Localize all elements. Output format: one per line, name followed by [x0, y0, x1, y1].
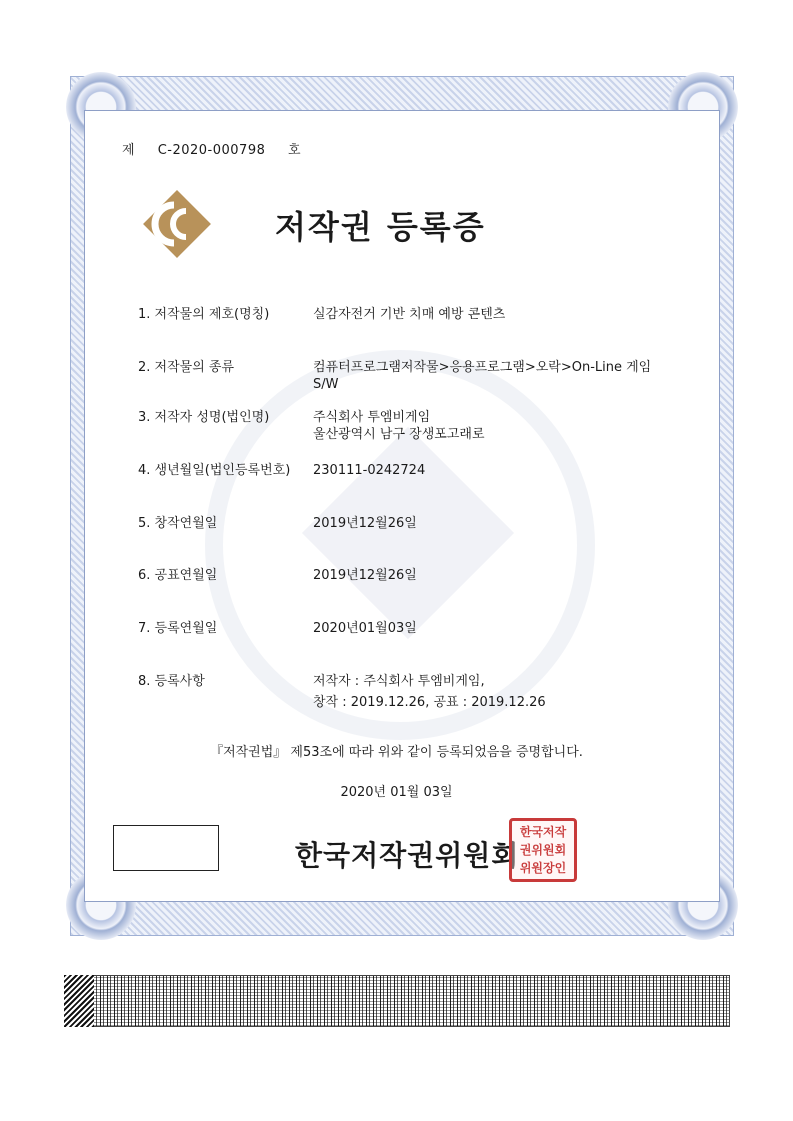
- field-value-line: S/W: [313, 377, 339, 392]
- field-label: 1. 저작물의 제호(명칭): [138, 307, 270, 322]
- field-value-line: 저작자 : 주식회사 투엠비게임,: [313, 674, 485, 689]
- field-label: 7. 등록연월일: [138, 621, 218, 636]
- field-label: 6. 공표연월일: [138, 568, 218, 583]
- field-value: [313, 409, 683, 443]
- issue-date: 2020년 01월 03일: [340, 785, 453, 800]
- number-suffix: 호: [288, 143, 302, 158]
- barcode-corner-mark: [64, 975, 94, 1027]
- certificate-title: 저작권 등록증: [275, 208, 486, 246]
- certification-statement: 『저작권법』 제53조에 따라 위와 같이 등록되었음을 증명합니다.: [210, 745, 583, 760]
- field-label: 5. 창작연월일: [138, 516, 218, 531]
- copyright-logo-icon: [136, 183, 218, 265]
- field-value: [313, 359, 683, 393]
- field-label: 3. 저작자 성명(법인명): [138, 410, 270, 425]
- field-value: 230111-0242724: [313, 463, 426, 478]
- field-value-line: 주식회사 투엠비게임: [313, 410, 431, 425]
- field-value: 2019년12월26일: [313, 516, 417, 531]
- security-barcode: [64, 975, 730, 1027]
- field-value: 2019년12월26일: [313, 568, 417, 583]
- field-label: 4. 생년월일(법인등록번호): [138, 463, 291, 478]
- field-value: [313, 673, 683, 711]
- number-value: C-2020-000798: [157, 143, 266, 158]
- field-label: 8. 등록사항: [138, 674, 205, 689]
- field-value-line: 컴퓨터프로그램저작물>응용프로그램>오락>On-Line 게임: [313, 360, 652, 375]
- issuing-organization: 한국저작권위원회: [295, 839, 520, 872]
- certificate-number: [122, 139, 319, 158]
- field-label: 2. 저작물의 종류: [138, 360, 235, 375]
- field-value-line: 창작 : 2019.12.26, 공표 : 2019.12.26: [313, 695, 546, 710]
- field-value-line: 울산광역시 남구 장생포고래로: [313, 427, 485, 442]
- field-value: 2020년01월03일: [313, 621, 417, 636]
- official-stamp: 한국저작 권위원회 위원장인: [509, 818, 577, 882]
- field-value: 실감자전거 기반 치매 예방 콘텐츠: [313, 307, 506, 322]
- number-prefix: 제: [122, 143, 136, 158]
- blank-box: [113, 825, 219, 871]
